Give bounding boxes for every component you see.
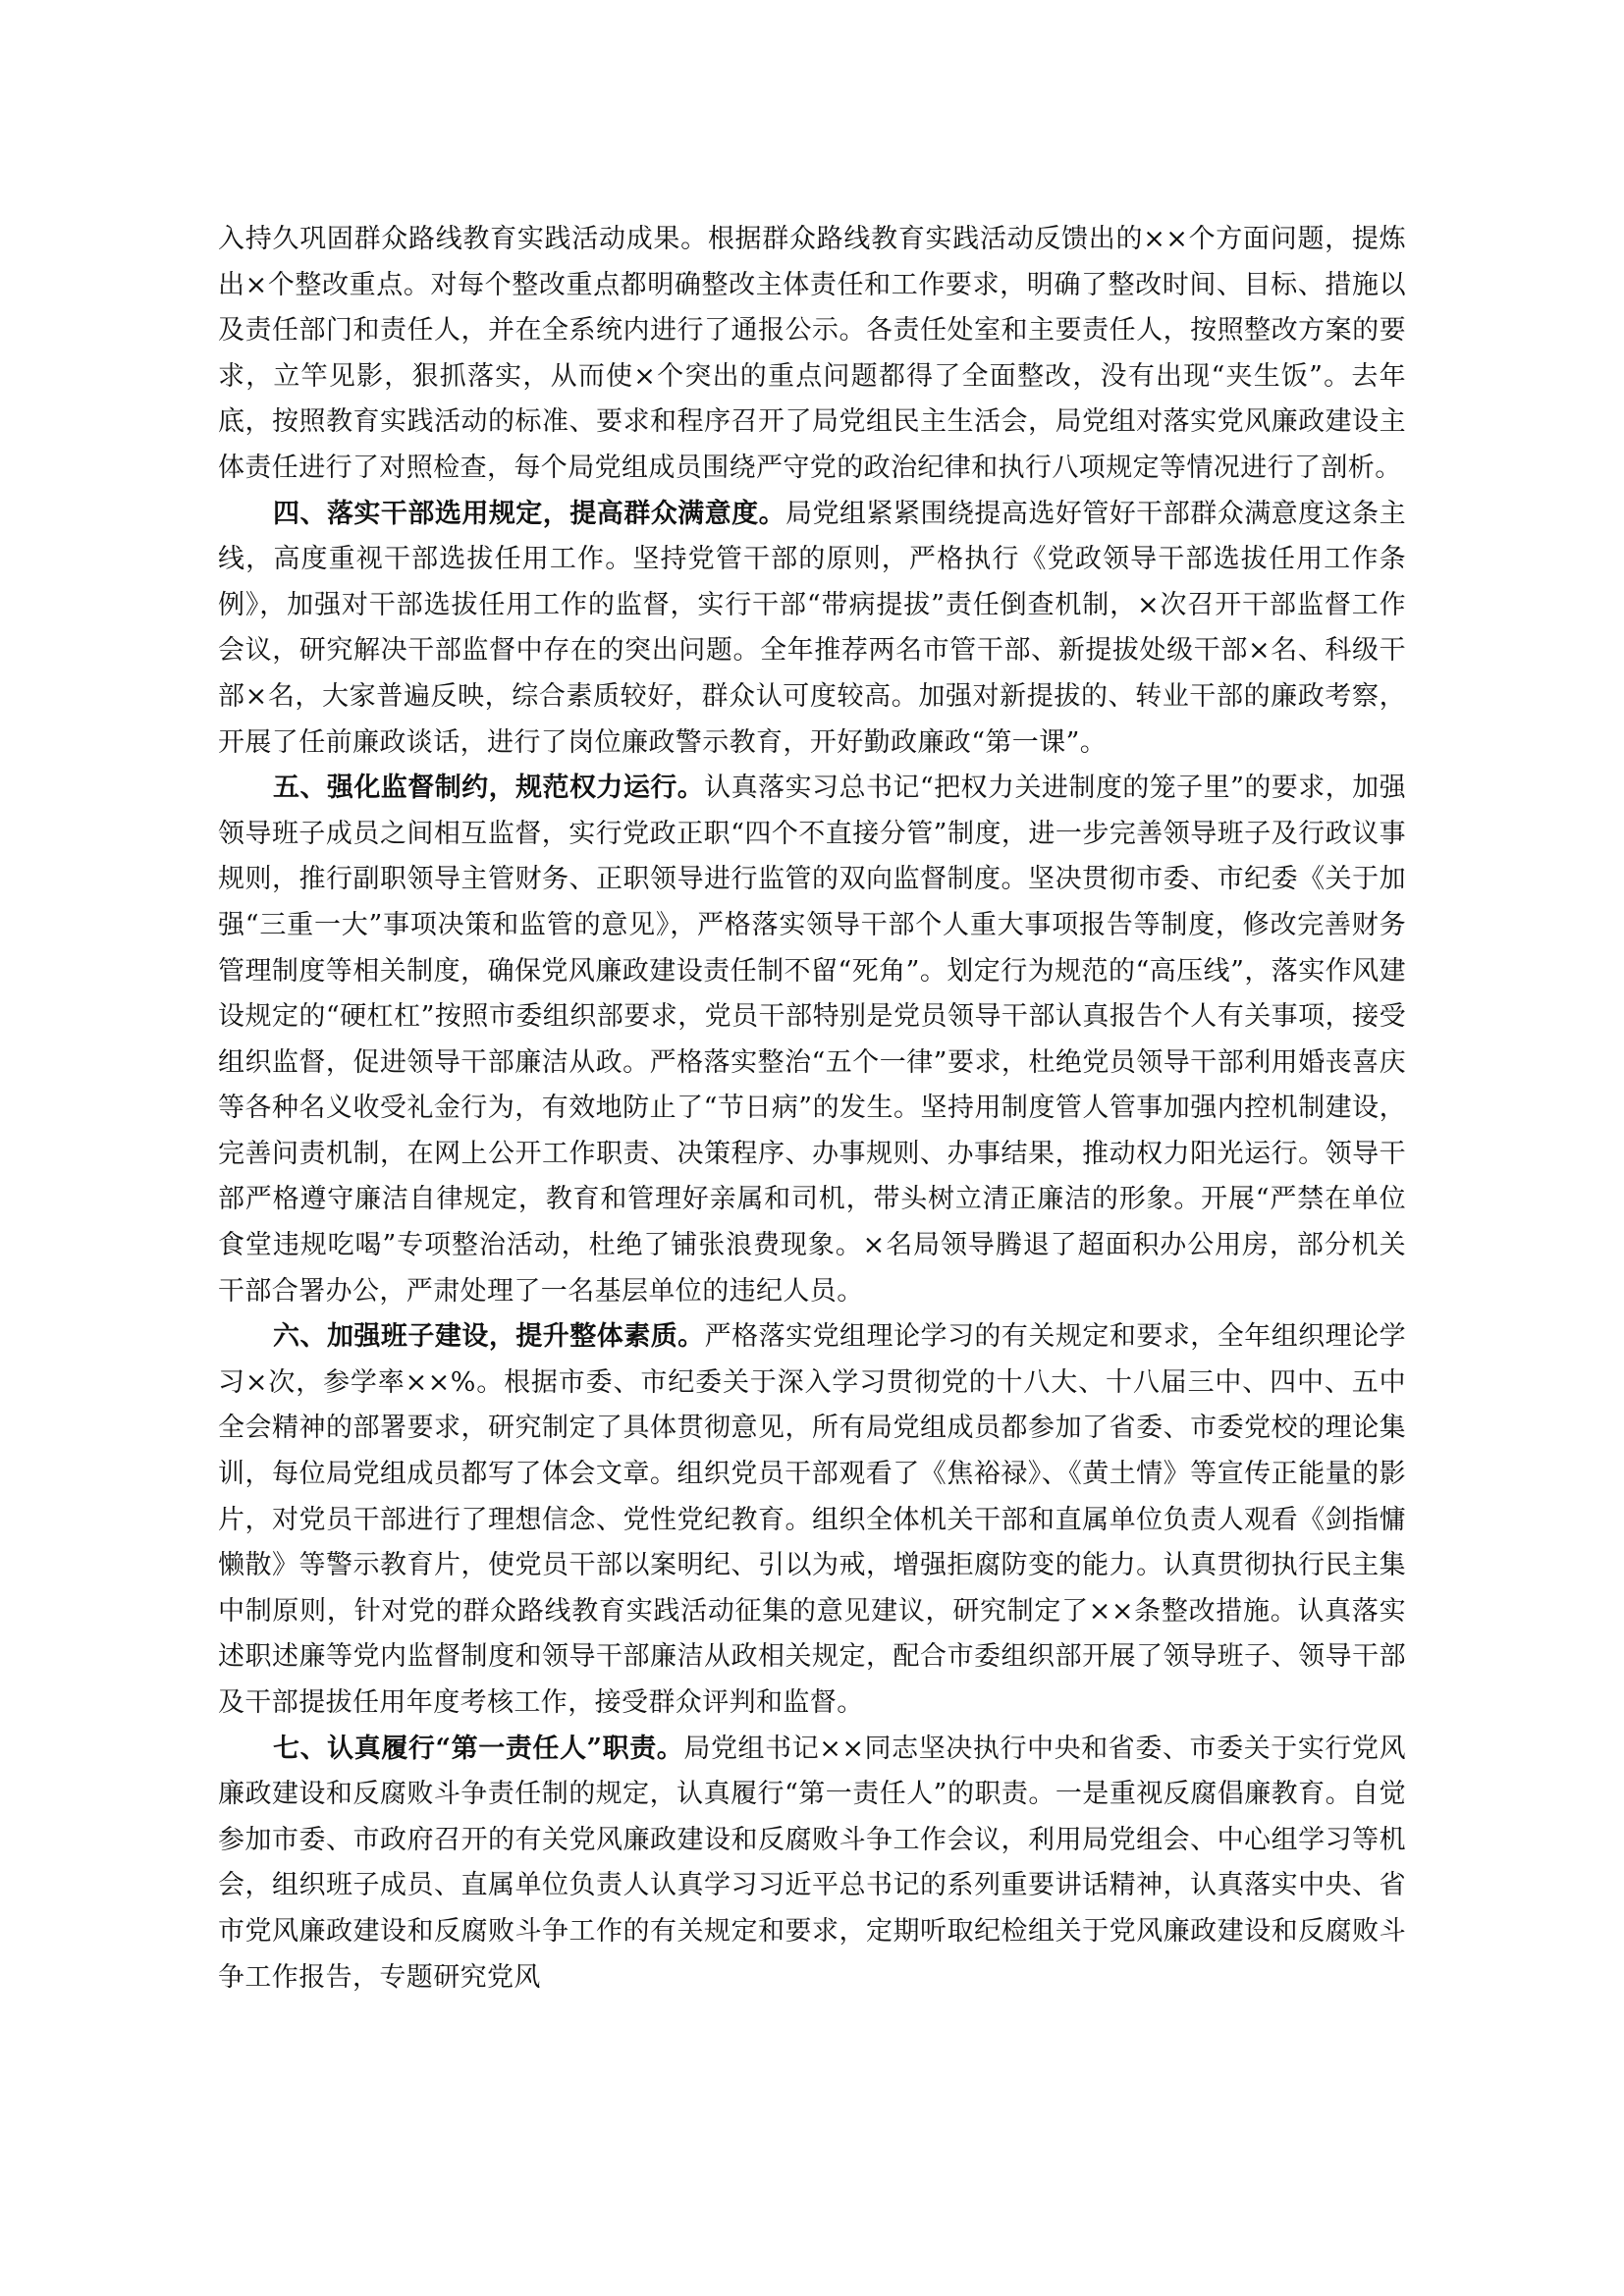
document-body [218, 217, 1406, 2001]
paragraph-text: 严格落实党组理论学习的有关规定和要求，全年组织理论学习×次，参学率××%。根据市委、市纪委关于深入学习贯彻党的十八大、十八届三中、四中、五中全会精神的部署要求，研究制定了具体贯彻意见，所有局党组成员都参加了省委、市委党校的理论集训，每位局党组成员都写了体会文章。组织党员干部观看了《焦裕禄》、《黄土情》等宣传正能量的影片，对党员干部进行了理想信念、党性党纪教育。组织全体机关干部和直属单位负责人观看《剑指慵懒散》等警示教育片，使党员干部以案明纪、引以为戒，增强拒腐防变的能力。认真贯彻执行民主集中制原则，针对党的群众路线教育实践活动征集的意见建议，研究制定了××条整改措施。认真落实述职述廉等党内监督制度和领导干部廉洁从政相关规定，配合市委组织部开展了领导班子、领导干部及干部提拔任用年度考核工作，接受群众评判和监督。 [218, 1321, 1406, 1718]
paragraph-heading: 七、认真履行“第一责任人”职责。 [273, 1733, 684, 1764]
paragraph-section-5 [218, 766, 1406, 1314]
paragraph-heading: 四、落实干部选用规定，提高群众满意度。 [273, 498, 786, 529]
paragraph-section-6 [218, 1314, 1406, 1726]
paragraph-section-7 [218, 1727, 1406, 2002]
paragraph-text: 局党组紧紧围绕提高选好管好干部群众满意度这条主线，高度重视干部选拔任用工作。坚持党管干部的原则，严格执行《党政领导干部选拔任用工作条例》，加强对干部选拔任用工作的监督，实行干部“带病提拔”责任倒查机制，×次召开干部监督工作会议，研究解决干部监督中存在的突出问题。全年推荐两名市管干部、新提拔处级干部×名、科级干部×名，大家普遍反映，综合素质较好，群众认可度较高。加强对新提拔的、转业干部的廉政考察，开展了任前廉政谈话，进行了岗位廉政警示教育，开好勤政廉政“第一课”。 [218, 498, 1406, 758]
paragraph-text: 入持久巩固群众路线教育实践活动成果。根据群众路线教育实践活动反馈出的××个方面问题，提炼出×个整改重点。对每个整改重点都明确整改主体责任和工作要求，明确了整改时间、目标、措施以及责任部门和责任人，并在全系统内进行了通报公示。各责任处室和主要责任人，按照整改方案的要求，立竿见影，狠抓落实，从而使×个突出的重点问题都得了全面整改，没有出现“夹生饭”。去年底，按照教育实践活动的标准、要求和程序召开了局党组民主生活会，局党组对落实党风廉政建设主体责任进行了对照检查，每个局党组成员围绕严守党的政治纪律和执行八项规定等情况进行了剖析。 [218, 224, 1406, 483]
paragraph-heading: 六、加强班子建设，提升整体素质。 [273, 1321, 705, 1353]
paragraph-heading: 五、强化监督制约，规范权力运行。 [273, 773, 705, 804]
paragraph-continuation [218, 217, 1406, 492]
paragraph-text: 局党组书记××同志坚决执行中央和省委、市委关于实行党风廉政建设和反腐败斗争责任制的规定，认真履行“第一责任人”的职责。一是重视反腐倡廉教育。自觉参加市委、市政府召开的有关党风廉政建设和反腐败斗争工作会议，利用局党组会、中心组学习等机会，组织班子成员、直属单位负责人认真学习习近平总书记的系列重要讲话精神，认真落实中央、省市党风廉政建设和反腐败斗争工作的有关规定和要求，定期听取纪检组关于党风廉政建设和反腐败斗争工作报告，专题研究党风 [218, 1733, 1406, 1993]
paragraph-section-4 [218, 492, 1406, 767]
paragraph-text: 认真落实习总书记“把权力关进制度的笼子里”的要求，加强领导班子成员之间相互监督，实行党政正职“四个不直接分管”制度，进一步完善领导班子及行政议事规则，推行副职领导主管财务、正职领导进行监管的双向监督制度。坚决贯彻市委、市纪委《关于加强“三重一大”事项决策和监管的意见》，严格落实领导干部个人重大事项报告等制度，修改完善财务管理制度等相关制度，确保党风廉政建设责任制不留“死角”。划定行为规范的“高压线”，落实作风建设规定的“硬杠杠”按照市委组织部要求，党员干部特别是党员领导干部认真报告个人有关事项，接受组织监督，促进领导干部廉洁从政。严格落实整治“五个一律”要求，杜绝党员领导干部利用婚丧喜庆等各种名义收受礼金行为，有效地防止了“节日病”的发生。坚持用制度管人管事加强内控机制建设，完善问责机制，在网上公开工作职责、决策程序、办事规则、办事结果，推动权力阳光运行。领导干部严格遵守廉洁自律规定，教育和管理好亲属和司机，带头树立清正廉洁的形象。开展“严禁在单位食堂违规吃喝”专项整治活动，杜绝了铺张浪费现象。×名局领导腾退了超面积办公用房，部分机关干部合署办公，严肃处理了一名基层单位的违纪人员。 [218, 773, 1406, 1307]
